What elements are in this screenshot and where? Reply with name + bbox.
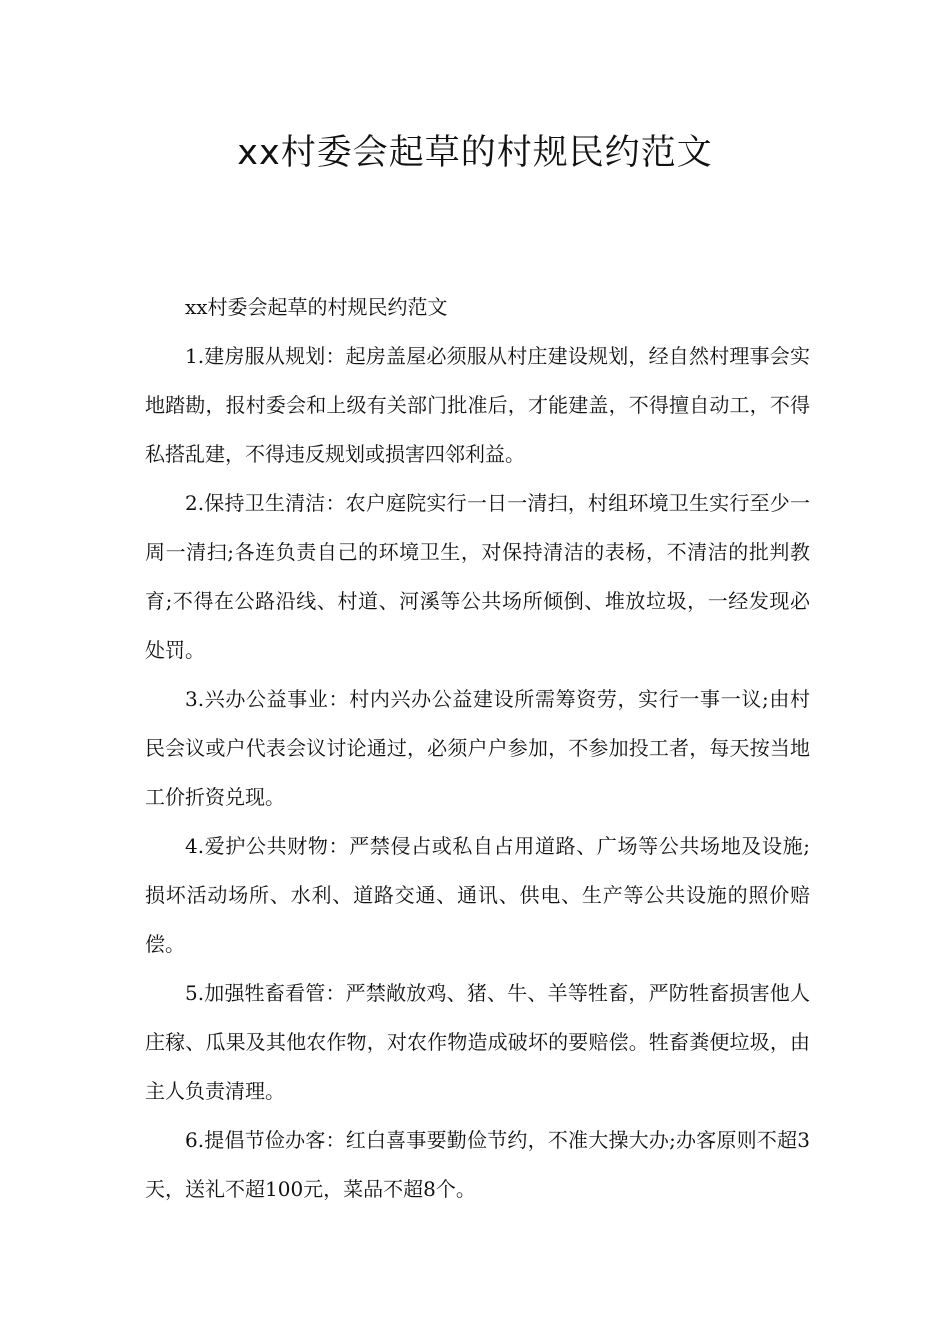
document-subtitle: xx村委会起草的村规民约范文 — [185, 295, 448, 319]
paragraph-3: 3.兴办公益事业：村内兴办公益建设所需筹资劳，实行一事一议;由村民会议或户代表会议讨论通过，必须户户参加，不参加投工者，每天按当地工价折资兑现。 — [145, 687, 810, 809]
document-title: xx村委会起草的村规民约范文 — [237, 133, 713, 173]
paragraph-4: 4.爱护公共财物：严禁侵占或私自占用道路、广场等公共场地及设施;损坏活动场所、水利、道路交通、通讯、供电、生产等公共设施的照价赔偿。 — [145, 834, 810, 956]
paragraph-5: 5.加强牲畜看管：严禁敞放鸡、猪、牛、羊等牲畜，严防牲畜损害他人庄稼、瓜果及其他农作物，对农作物造成破坏的要赔偿。牲畜粪便垃圾，由主人负责清理。 — [145, 981, 810, 1103]
paragraph-2: 2.保持卫生清洁：农户庭院实行一日一清扫，村组环境卫生实行至少一周一清扫;各连负责自己的环境卫生，对保持清洁的表杨，不清洁的批判教育;不得在公路沿线、村道、河溪等公共场所倾倒、堆放垃圾，一经发现必处罚。 — [145, 491, 810, 662]
document-body — [145, 283, 810, 1214]
paragraph-1: 1.建房服从规划：起房盖屋必须服从村庄建设规划，经自然村理事会实地踏勘，报村委会和上级有关部门批准后，才能建盖，不得擅自动工，不得私搭乱建，不得违反规划或损害四邻利益。 — [145, 344, 810, 466]
paragraph-6: 6.提倡节俭办客：红白喜事要勤俭节约，不准大操大办;办客原则不超3天，送礼不超100元，菜品不超8个。 — [145, 1128, 810, 1201]
